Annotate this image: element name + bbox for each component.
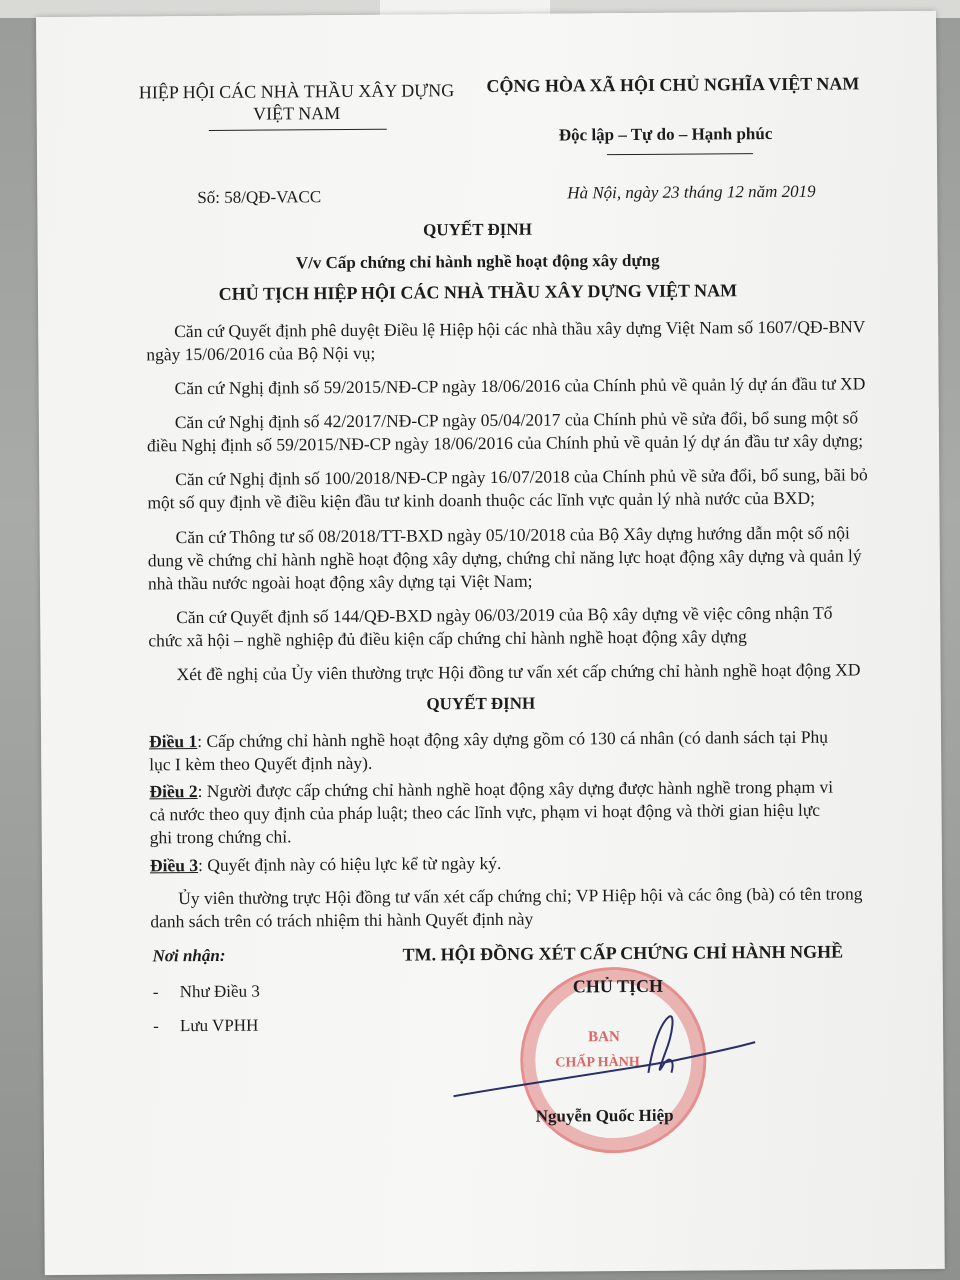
signature-role: CHỦ TỊCH [572, 975, 664, 997]
basis-2-line1: Căn cứ Nghị định số 59/2015/NĐ-CP ngày 18/06/2016 của Chính phủ về quản lý dự án đầu tư XD [174, 373, 866, 399]
article-1-label: Điều 1 [148, 731, 198, 752]
title-authority: CHỦ TỊCH HIỆP HỘI CÁC NHÀ THẦU XÂY DỰNG VIỆT NAM [218, 280, 738, 304]
basis-7-line1: Xét đề nghị của Ủy viên thường trực Hội đồng tư vấn xét cấp chứng chỉ hành nghề hoạt động XD [176, 659, 861, 685]
recipient-item-2-text: Lưu VPHH [179, 1015, 259, 1036]
motto: Độc lập – Tự do – Hạnh phúc [558, 124, 773, 145]
seal-line2: CHẤP HÀNH [555, 1054, 640, 1071]
title-heading: QUYẾT ĐỊNH [423, 219, 532, 240]
closing-line2: danh sách trên có trách nhiệm thi hành Quyết định này [150, 908, 534, 932]
basis-6-line2: chức xã hội – nghề nghiệp đủ điều kiện cấp chứng chỉ hành nghề hoạt động xây dựng [148, 626, 747, 651]
article-2-line2: cả nước theo quy định của pháp luật; theo các lĩnh vực, phạm vi hoạt động và thời gian hiệu lực [149, 799, 821, 825]
org-name-line1: HIỆP HỘI CÁC NHÀ THẦU XÂY DỰNG [138, 80, 455, 103]
article-3-line1 [150, 852, 502, 876]
basis-5-line3: nhà thầu nước ngoài hoạt động xây dựng tại Việt Nam; [147, 570, 533, 594]
article-1-text: : Cấp chứng chỉ hành nghề hoạt động xây dựng gồm có 130 cá nhân (có danh sách tại Phụ [197, 726, 829, 752]
article-3-text: : Quyết định này có hiệu lực kể từ ngày ký. [197, 852, 502, 876]
basis-3-line1: Căn cứ Nghị định số 42/2017/NĐ-CP ngày 05/04/2017 của Chính phủ về sửa đổi, bổ sung một số [174, 407, 859, 433]
article-2-text: : Người được cấp chứng chỉ hành nghề hoạt động xây dựng được hành nghề trong phạm vi [197, 776, 834, 802]
basis-6-line1: Căn cứ Quyết định số 144/QĐ-BXD ngày 06/03/2019 của Bộ xây dựng về việc công nhận Tổ [176, 602, 833, 628]
basis-4-line2: một số quy định về điều kiện đầu tư kinh doanh thuộc các lĩnh vực quản lý nhà nước của BXD; [147, 487, 816, 513]
seal-line1: BAN [588, 1029, 620, 1046]
article-1-line2: lục I kèm theo Quyết định này). [149, 752, 373, 775]
recipient-item-2: - Lưu VPHH [152, 1015, 259, 1036]
document-number: Số: 58/QĐ-VACC [197, 187, 322, 208]
closing-line1: Ủy viên thường trực Hội đồng tư vấn xét cấp chứng chỉ; VP Hiệp hội và các ông (bà) có tên trong [178, 883, 863, 909]
basis-5-line1: Căn cứ Thông tư số 08/2018/TT-BXD ngày 05/10/2018 của Bộ Xây dựng hướng dẫn một số nội [175, 522, 850, 548]
signature-name: Nguyễn Quốc Hiệp [535, 1105, 674, 1126]
org-name-line2: VIỆT NAM [253, 103, 341, 124]
recipient-item-1-text: Như Điều 3 [179, 981, 260, 1002]
basis-1-line1: Căn cứ Quyết định phê duyệt Điều lệ Hiệp hội các nhà thầu xây dựng Việt Nam số 1607/QĐ-BNV [174, 316, 866, 342]
article-2-label: Điều 2 [149, 781, 198, 802]
article-2-line3: ghi trong chứng chỉ. [149, 826, 292, 848]
basis-5-line2: dung về chứng chỉ hành nghề hoạt động xây dựng, chứng chỉ năng lực hoạt động xây dựng và quản lý [147, 545, 862, 571]
org-underline [209, 129, 387, 131]
article-3-label: Điều 3 [149, 855, 199, 876]
place-date: Hà Nội, ngày 23 tháng 12 năm 2019 [567, 181, 816, 203]
decision-heading: QUYẾT ĐỊNH [426, 693, 536, 714]
article-1-line1 [149, 726, 828, 753]
document-page [36, 11, 945, 1275]
title-subject: V/v Cấp chứng chỉ hành nghề hoạt động xây dựng [295, 250, 660, 273]
basis-4-line1: Căn cứ Nghị định số 100/2018/NĐ-CP ngày 16/07/2018 của Chính phủ về sửa đổi, bổ sung, bãi bỏ [175, 464, 868, 490]
signature-council: TM. HỘI ĐỒNG XÉT CẤP CHỨNG CHỈ HÀNH NGHỀ [402, 941, 844, 965]
basis-1-line2: ngày 15/06/2016 của Bộ Nội vụ; [146, 342, 376, 365]
country-name: CỘNG HÒA XÃ HỘI CHỦ NGHĨA VIỆT NAM [486, 73, 860, 96]
recipient-item-1: - Như Điều 3 [152, 981, 260, 1002]
recipients-label: Nơi nhận: [152, 945, 226, 966]
basis-3-line2: điều Nghị định số 59/2015/NĐ-CP ngày 18/06/2016 của Chính phủ về quản lý dự án đầu tư xây dựng; [146, 430, 864, 456]
motto-underline [607, 153, 753, 155]
